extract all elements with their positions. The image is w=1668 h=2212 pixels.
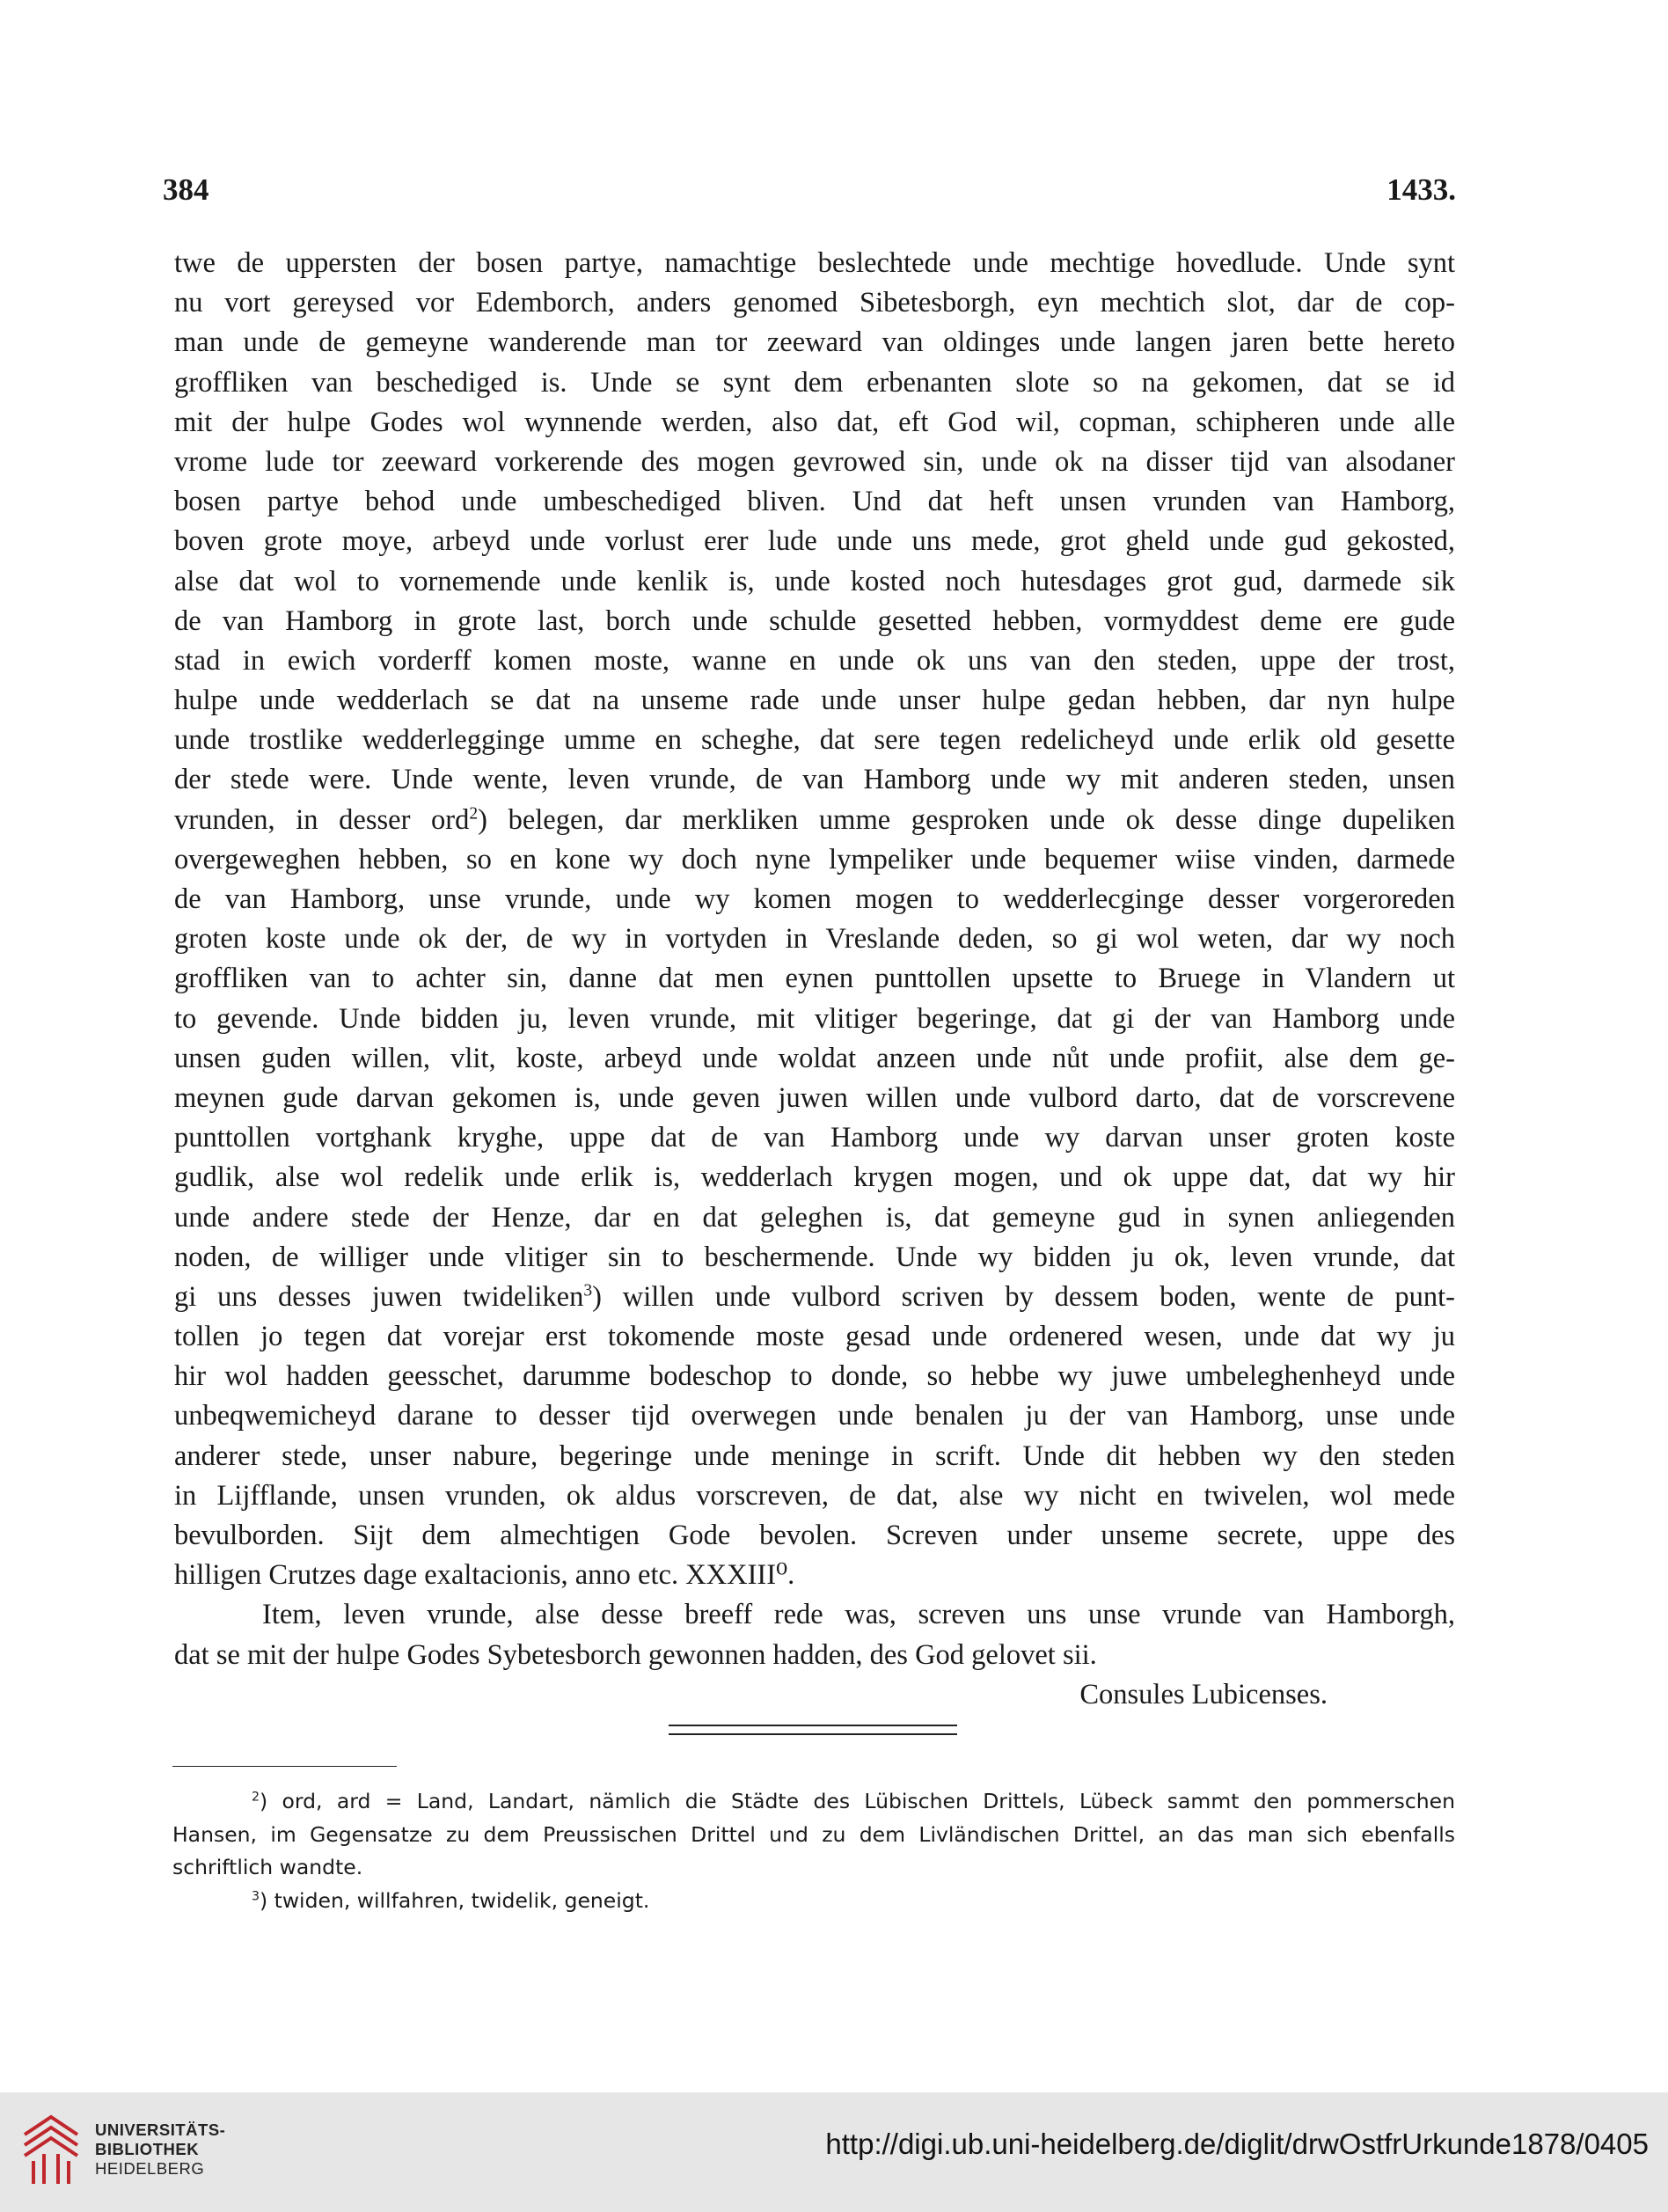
text-line: hulpe unde wedderlach se dat na unseme rade unde unser hulpe gedan hebben, dar nyn hulpe [174, 685, 1455, 717]
footnote-line: Hansen, im Gegensatze zu dem Preussischen Drittel und zu dem Livländischen Drittel, an das man sich ebenfalls [172, 1821, 1455, 1847]
text-segment: gi uns desses juwen twideliken [174, 1280, 584, 1313]
text-line: groffliken van beschediged is. Unde se synt dem erbenanten slote so na gekomen, dat se id [174, 366, 1455, 399]
text-line: vrome lude tor zeeward vorkerende des mogen gevrowed sin, unde ok na disser tijd van alsodaner [174, 445, 1455, 478]
page-header [163, 172, 1456, 216]
text-line: stad in ewich vorderff komen moste, wanne en unde ok uns van den steden, uppe der trost, [174, 644, 1455, 677]
item-line: dat se mit der hulpe Godes Sybetesborch gewonnen hadden, des God gelovet sii. [174, 1638, 1097, 1671]
text-line: overgeweghen hebben, so en kone wy doch nyne lympeliker unde bequemer wiise vinden, darmede [174, 843, 1455, 875]
footnote-separator [172, 1766, 397, 1767]
text-segment: vrunden, in desser ord [174, 803, 470, 836]
document-body [174, 244, 1455, 1715]
page-number: 384 [163, 172, 209, 207]
text-line: meynen gude darvan gekomen is, unde geven juwen willen unde vulbord darto, dat de vorscrevene [174, 1081, 1455, 1114]
footnote-line: schriftlich wandte. [172, 1855, 363, 1879]
footnote-ref-3: 3 [583, 1281, 593, 1300]
item-line: Item, leven vrunde, alse desse breeff rede was, screven uns unse vrunde van Hamborgh, [262, 1599, 1455, 1631]
closing-line: hilligen Crutzes dage exaltacionis, anno etc. XXXIII⁰. [174, 1559, 795, 1592]
footnote-marker: 2 [252, 1790, 260, 1805]
section-divider [669, 1725, 957, 1735]
footnote-text: ) ord, ard = Land, Landart, nämlich die Städte des Lübischen Drittels, Lübeck sammt den pommerschen [259, 1789, 1455, 1813]
footer-bar [0, 2092, 1668, 2212]
source-url[interactable]: http://digi.ub.uni-heidelberg.de/diglit/drwOstfrUrkunde1878/0405 [825, 2128, 1649, 2160]
text-segment: ) belegen, dar merkliken umme gesproken unde ok desse dinge dupeliken [478, 803, 1455, 836]
text-line-with-footnote-ref [174, 801, 1455, 840]
text-line: de van Hamborg, unse vrunde, unde wy komen mogen to wedderlecginge desser vorgeroreden [174, 883, 1455, 915]
text-line: noden, de williger unde vlitiger sin to beschermende. Unde wy bidden ju ok, leven vrunde, dat [174, 1241, 1455, 1273]
text-line: bevulborden. Sijt dem almechtigen Gode bevolen. Screven under unseme secrete, uppe des [174, 1520, 1455, 1551]
text-line: mit der hulpe Godes wol wynnende werden, also dat, eft God wil, copman, schipheren unde alle [174, 406, 1455, 438]
library-name-line: UNIVERSITÄTS- [95, 2120, 226, 2139]
text-line: hir wol hadden geesschet, darumme bodeschop to donde, so hebbe wy juwe umbeleghenheyd unde [174, 1360, 1455, 1393]
library-logo-icon [18, 2110, 84, 2186]
library-name [95, 2120, 225, 2179]
text-line: groten koste unde ok der, de wy in vortyden in Vreslande deden, so gi wol weten, dar wy noch [174, 923, 1455, 956]
text-line: man unde de gemeyne wanderende man tor zeeward van oldinges unde langen jaren bette hereto [174, 326, 1455, 359]
page-year: 1433. [1386, 172, 1456, 207]
text-line: anderer stede, unser nabure, begeringe unde meninge in scrift. Unde dit hebben wy den steden [174, 1439, 1455, 1472]
text-line: unsen guden willen, vlit, koste, arbeyd unde woldat anzeen unde nůt unde profiit, alse dem ge- [174, 1042, 1455, 1074]
text-line: boven grote moye, arbeyd unde vorlust erer lude unde uns mede, grot gheld unde gud gekosted, [174, 525, 1455, 558]
text-line: unbeqwemicheyd darane to desser tijd overwegen unde benalen ju der van Hamborg, unse unde [174, 1400, 1455, 1432]
text-line: unde trostlike wedderlegginge umme en scheghe, dat sere tegen redelicheyd unde erlik old gesette [174, 724, 1455, 757]
footnotes [172, 1785, 1455, 1917]
text-line: tollen jo tegen dat vorejar erst tokomende moste gesad unde ordenered wesen, unde dat wy ju [174, 1321, 1455, 1353]
footnote-2 [172, 1785, 1455, 1819]
footnote-3 [172, 1885, 1455, 1918]
text-line: bosen partye behod unde umbeschediged bliven. Und dat heft unsen vrunden van Hamborg, [174, 486, 1455, 518]
text-line: de van Hamborg in grote last, borch unde schulde gesetted hebben, vormyddest deme ere gude [174, 604, 1455, 637]
footnote-marker: 3 [252, 1889, 260, 1904]
signature: Consules Lubicenses. [1079, 1678, 1328, 1710]
library-name-line: BIBLIOTHEK [95, 2140, 200, 2158]
text-segment: ) willen unde vulbord scriven by dessem boden, wente de punt- [592, 1280, 1455, 1313]
text-line: to gevende. Unde bidden ju, leven vrunde, mit vlitiger begeringe, dat gi der van Hamborg unde [174, 1002, 1455, 1035]
footnote-ref-2: 2 [469, 803, 479, 823]
text-line: unde andere stede der Henze, dar en dat geleghen is, dat gemeyne gud in synen anliegenden [174, 1201, 1455, 1234]
text-line: alse dat wol to vornemende unde kenlik is, unde kosted noch hutesdages grot gud, darmede sik [174, 565, 1455, 597]
footnote-text: ) twiden, willfahren, twidelik, geneigt. [259, 1887, 650, 1913]
text-line: groffliken van to achter sin, danne dat men eynen punttollen upsette to Bruege in Vlandern ut [174, 963, 1455, 995]
text-line: twe de uppersten der bosen partye, namachtige beslechtede unde mechtige hovedlude. Unde synt [174, 247, 1455, 279]
library-name-line: HEIDELBERG [95, 2159, 205, 2178]
text-line: in Lijfflande, unsen vrunden, ok aldus vorscreven, de dat, alse wy nicht en twivelen, wol mede [174, 1479, 1455, 1512]
text-line: der stede were. Unde wente, leven vrunde, de van Hamborg unde wy mit anderen steden, unsen [174, 764, 1455, 796]
text-line: gudlik, alse wol redelik unde erlik is, wedderlach krygen mogen, und ok uppe dat, dat wy hir [174, 1161, 1455, 1194]
text-line: punttollen vortghank kryghe, uppe dat de van Hamborg unde wy darvan unser groten koste [174, 1122, 1455, 1154]
text-line: nu vort gereysed vor Edemborch, anders genomed Sibetesborgh, eyn mechtich slot, dar de cop- [174, 287, 1455, 319]
text-line-with-footnote-ref [174, 1278, 1455, 1317]
